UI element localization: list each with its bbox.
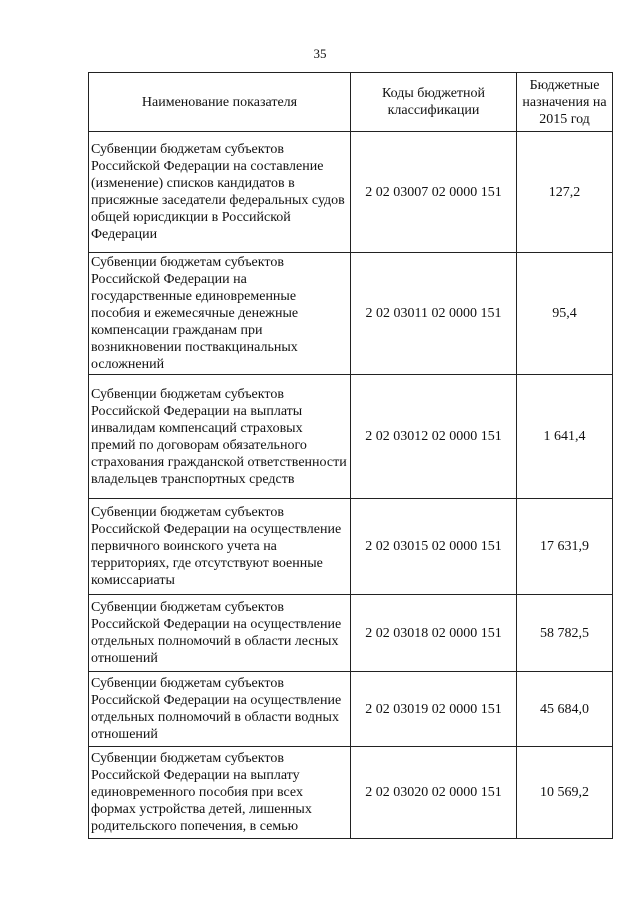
table-row [89, 747, 613, 839]
header-code: Коды бюджетной классификации [351, 73, 517, 132]
row-name: Субвенции бюджетам субъектов Российской Федерации на выплаты инвалидам компенсаций страховых премий по договорам обязательного страхования гражданской ответственности владельцев транспортных средств [89, 375, 351, 499]
row-name: Субвенции бюджетам субъектов Российской Федерации на составление (изменение) списков кандидатов в присяжные заседатели федеральных судов общей юрисдикции в Российской Федерации [89, 132, 351, 253]
table-row [89, 253, 613, 375]
row-code: 2 02 03007 02 0000 151 [351, 132, 517, 253]
row-name: Субвенции бюджетам субъектов Российской Федерации на осуществление отдельных полномочий в области водных отношений [89, 672, 351, 747]
row-value: 17 631,9 [517, 499, 613, 595]
budget-table [88, 72, 613, 839]
table-header-row [89, 73, 613, 132]
table-row [89, 499, 613, 595]
table-row [89, 132, 613, 253]
row-value: 127,2 [517, 132, 613, 253]
table-row [89, 375, 613, 499]
page-number: 35 [313, 46, 327, 61]
header-value: Бюджетные назначения на 2015 год [517, 73, 613, 132]
header-name: Наименование показателя [89, 73, 351, 132]
row-code: 2 02 03020 02 0000 151 [351, 747, 517, 839]
row-value: 10 569,2 [517, 747, 613, 839]
row-code: 2 02 03015 02 0000 151 [351, 499, 517, 595]
row-code: 2 02 03018 02 0000 151 [351, 595, 517, 672]
row-name: Субвенции бюджетам субъектов Российской Федерации на осуществление первичного воинского учета на территориях, где отсутствуют военные комиссариаты [89, 499, 351, 595]
row-name: Субвенции бюджетам субъектов Российской Федерации на выплату единовременного пособия при всех формах устройства детей, лишенных родительского попечения, в семью [89, 747, 351, 839]
row-code: 2 02 03019 02 0000 151 [351, 672, 517, 747]
row-value: 58 782,5 [517, 595, 613, 672]
row-code: 2 02 03011 02 0000 151 [351, 253, 517, 375]
row-value: 1 641,4 [517, 375, 613, 499]
table-row [89, 672, 613, 747]
row-value: 95,4 [517, 253, 613, 375]
row-name: Субвенции бюджетам субъектов Российской Федерации на осуществление отдельных полномочий в области лесных отношений [89, 595, 351, 672]
table-row [89, 595, 613, 672]
row-code: 2 02 03012 02 0000 151 [351, 375, 517, 499]
row-name: Субвенции бюджетам субъектов Российской Федерации на государственные единовременные пособия и ежемесячные денежные компенсации гражданам при возникновении поствакцинальных осложнений [89, 253, 351, 375]
row-value: 45 684,0 [517, 672, 613, 747]
